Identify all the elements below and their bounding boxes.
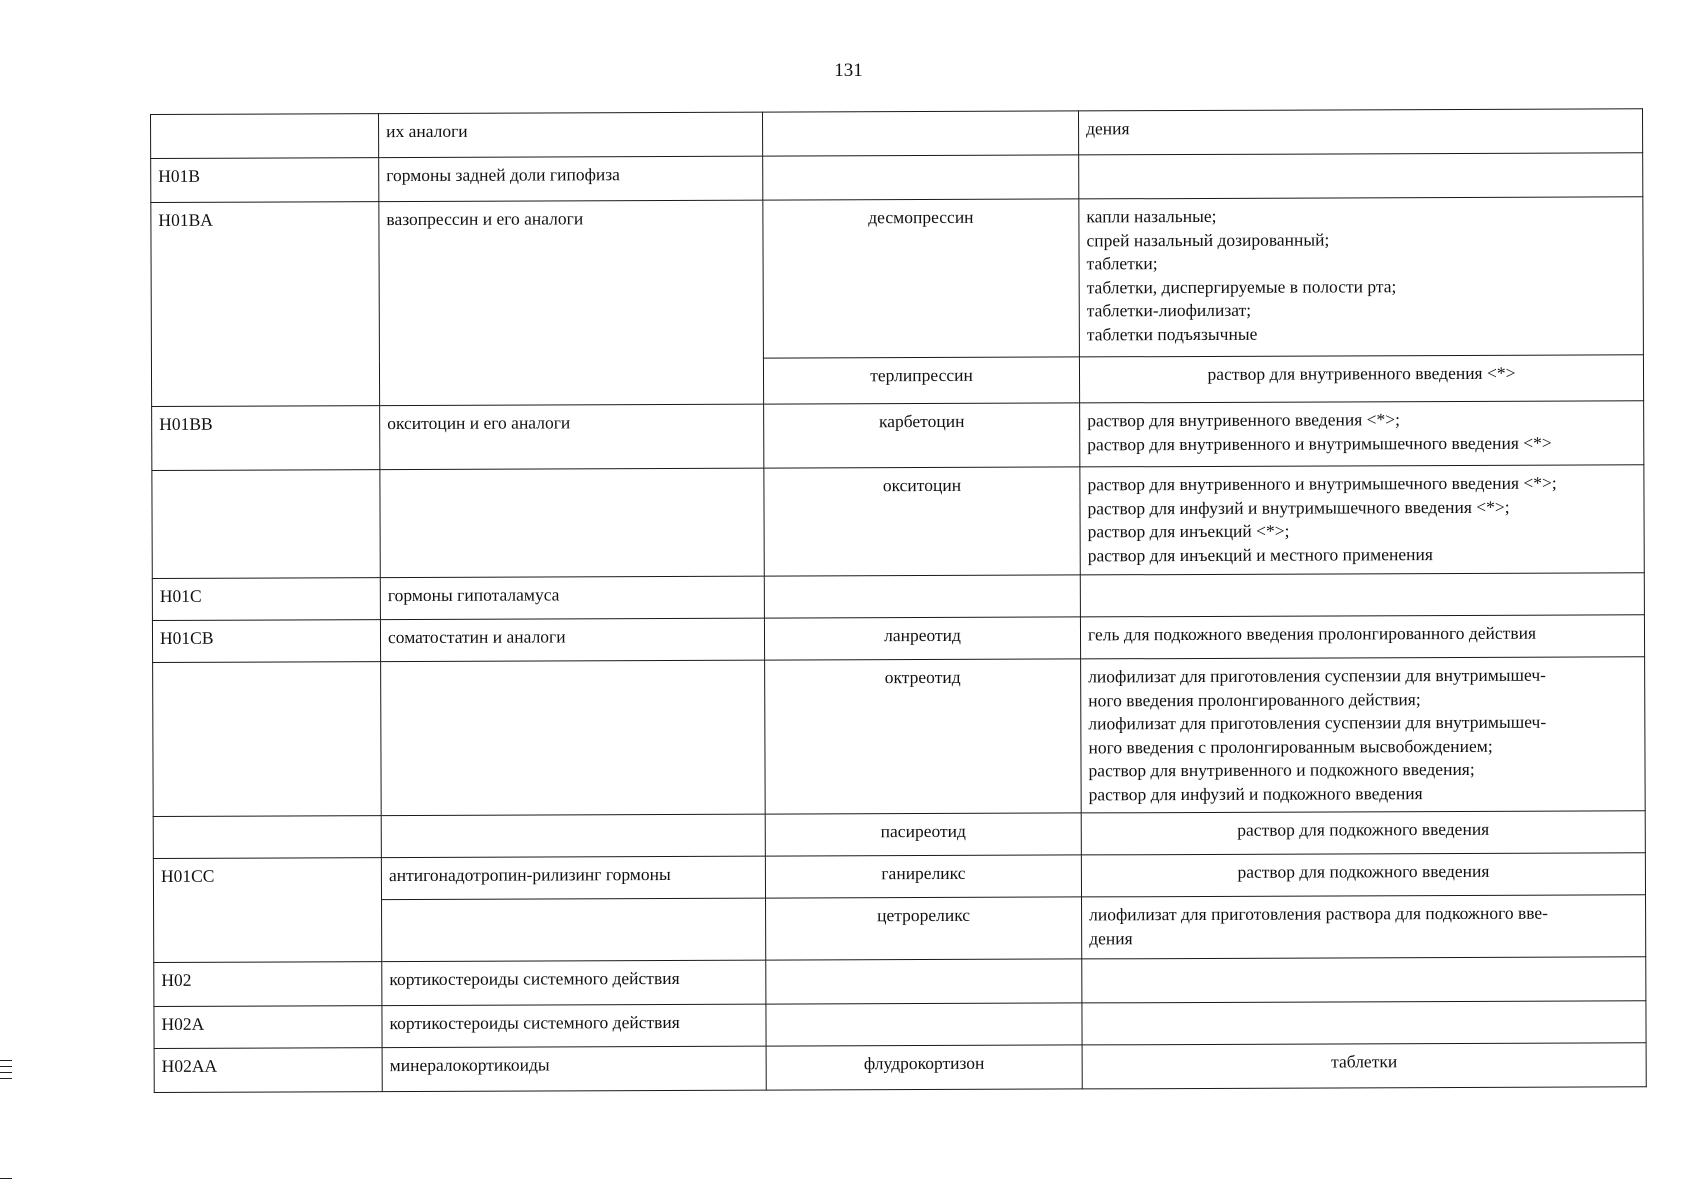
table-body <box>151 109 1647 1093</box>
table-row <box>152 465 1644 579</box>
dosage-forms-cell <box>1080 465 1644 575</box>
table-row <box>151 197 1644 361</box>
table-row <box>152 573 1644 621</box>
group-name-cell <box>380 468 764 577</box>
group-name-cell: кортикостероиды системного действия <box>382 960 766 1005</box>
drug-name-cell: ганиреликс <box>765 855 1081 898</box>
drug-name-cell <box>763 155 1079 200</box>
table-row <box>154 957 1646 1007</box>
group-name-cell: кортикостероиды системного действия <box>382 1004 766 1047</box>
dosage-forms-cell <box>1080 573 1644 617</box>
table-row <box>153 811 1645 859</box>
dosage-form-line: таблетки, диспергируемые в полости рта; <box>1086 275 1397 297</box>
group-name-cell: соматостатин и аналоги <box>380 618 764 661</box>
dosage-form-line: капли назальные; <box>1086 205 1217 227</box>
table-row <box>153 853 1645 901</box>
drug-name-cell: окситоцин <box>764 467 1080 576</box>
dosage-form-line: раствор для внутривенного введения <*>; <box>1087 409 1401 431</box>
group-name-cell: окситоцин и его аналоги <box>380 404 764 469</box>
scan-edge-mark <box>0 1178 12 1179</box>
dosage-form-line: раствор для инъекций <*>; <box>1087 520 1290 542</box>
drug-name-cell: флудрокортизон <box>766 1045 1082 1090</box>
dosage-form-line: раствор для инфузий и внутримышечного введения <*>; <box>1087 496 1510 518</box>
atc-code-cell: H01B <box>151 158 379 203</box>
dosage-forms-cell <box>1079 153 1643 199</box>
atc-code-cell: H01BB <box>152 406 380 471</box>
dosage-forms-cell <box>1082 1001 1646 1045</box>
atc-code-cell <box>153 662 382 817</box>
dosage-forms-cell <box>1082 895 1646 959</box>
table-row <box>153 657 1646 817</box>
document-sheet <box>150 108 1646 1093</box>
dosage-form-line: раствор для внутривенного введения <*> <box>1207 362 1516 384</box>
atc-code-cell: H01BA <box>151 202 380 407</box>
atc-code-cell: H01CC <box>153 858 381 963</box>
atc-code-cell <box>152 470 380 579</box>
group-name-cell: гормоны гипоталамуса <box>380 576 764 619</box>
dosage-form-line: раствор для внутривенного и подкожного введения; <box>1088 758 1475 781</box>
dosage-form-line: лиофилизат для приготовления суспензии для внутримышеч- <box>1088 711 1547 734</box>
drug-table <box>150 108 1647 1093</box>
group-name-cell <box>381 814 765 857</box>
group-name-cell <box>382 898 766 961</box>
dosage-form-line: таблетки; <box>1086 253 1158 274</box>
dosage-forms-cell <box>1078 109 1642 155</box>
drug-name-cell: десмопрессин <box>763 199 1080 358</box>
dosage-form-line: гель для подкожного введения пролонгированного действия <box>1087 622 1537 645</box>
dosage-forms-cell <box>1082 957 1646 1003</box>
dosage-form-line: раствор для внутривенного и внутримышечного введения <*> <box>1087 432 1552 454</box>
page-number: 131 <box>834 60 863 81</box>
drug-name-cell <box>766 1003 1082 1046</box>
atc-code-cell: H02A <box>154 1006 382 1049</box>
dosage-form-line: таблетки подъязычные <box>1086 323 1258 344</box>
drug-name-cell <box>764 575 1080 618</box>
atc-code-cell: H02 <box>154 962 382 1007</box>
drug-name-cell: ланреотид <box>764 617 1080 660</box>
dosage-form-line: раствор для подкожного введения <box>1237 818 1490 840</box>
atc-code-cell: H01CB <box>152 620 380 663</box>
drug-name-cell <box>766 959 1082 1004</box>
drug-name-cell: цетрореликс <box>766 897 1082 960</box>
dosage-form-line: таблетки <box>1331 1051 1398 1072</box>
dosage-forms-cell <box>1081 853 1645 897</box>
atc-code-cell <box>151 114 379 159</box>
scan-edge-marks <box>0 1060 14 1084</box>
dosage-forms-cell <box>1080 615 1644 659</box>
drug-name-cell: терлипрессин <box>763 357 1079 404</box>
dosage-form-line: дения <box>1089 927 1133 948</box>
table-row <box>152 401 1644 471</box>
dosage-form-line: раствор для инъекций и местного применения <box>1087 543 1433 565</box>
table-row <box>154 1001 1646 1049</box>
dosage-forms-cell <box>1079 197 1644 357</box>
dosage-form-line: лиофилизат для приготовления суспензии для внутримышеч- <box>1088 664 1547 687</box>
group-name-cell <box>381 660 766 815</box>
group-name-cell: гормоны задней доли гипофиза <box>379 156 763 201</box>
atc-code-cell: H02AA <box>154 1048 382 1093</box>
dosage-forms-cell <box>1081 657 1646 813</box>
dosage-form-line: лиофилизат для приготовления раствора для подкожного вве- <box>1089 902 1548 925</box>
group-name-cell: минералокортикоиды <box>382 1046 766 1091</box>
group-name-cell: вазопрессин и его аналоги <box>379 200 764 405</box>
group-name-cell: антигонадотропин-рилизинг гормоны <box>381 856 765 899</box>
table-row <box>151 109 1643 159</box>
group-name-cell: их аналоги <box>379 112 763 157</box>
drug-name-cell: пасиреотид <box>765 813 1081 856</box>
dosage-forms-cell <box>1082 1043 1646 1089</box>
dosage-forms-cell <box>1080 401 1644 467</box>
table-row <box>151 153 1643 203</box>
dosage-form-line: таблетки-лиофилизат; <box>1086 299 1252 321</box>
dosage-form-line: ного введения пролонгированного действия; <box>1088 688 1421 710</box>
dosage-form-line: раствор для подкожного введения <box>1237 860 1490 882</box>
atc-code-cell: H01C <box>152 578 380 621</box>
drug-name-cell: октреотид <box>765 659 1082 814</box>
dosage-form-line: спрей назальный дозированный; <box>1086 228 1330 250</box>
table-row <box>152 615 1644 663</box>
table-row <box>154 1043 1646 1093</box>
atc-code-cell <box>153 816 381 859</box>
dosage-form-line: ного введения с пролонгированным высвобождением; <box>1088 735 1493 757</box>
drug-name-cell: карбетоцин <box>764 403 1080 468</box>
drug-name-cell <box>762 111 1078 156</box>
dosage-form-line: раствор для инфузий и подкожного введения <box>1088 782 1423 804</box>
dosage-forms-cell <box>1081 811 1645 855</box>
dosage-form-line: раствор для внутривенного и внутримышечного введения <*>; <box>1087 472 1557 495</box>
dosage-form-line: дения <box>1086 118 1130 139</box>
dosage-forms-cell <box>1079 355 1643 403</box>
